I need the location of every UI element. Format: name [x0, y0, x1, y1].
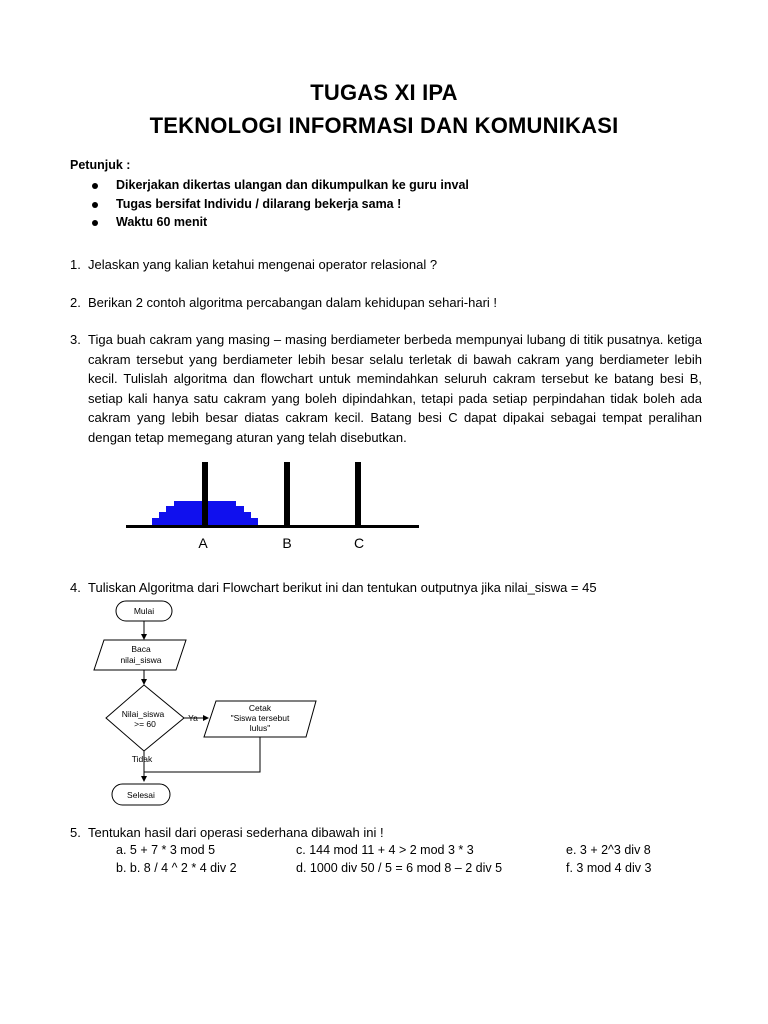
bullet-icon: [92, 202, 98, 208]
question-3: [70, 330, 702, 447]
flowchart-end-label: Selesai: [127, 790, 155, 800]
instructions-label: Petunjuk :: [70, 158, 131, 172]
operation-item: b. b. 8 / 4 ^ 2 * 4 div 2: [116, 861, 237, 875]
instruction-item: Waktu 60 menit: [92, 215, 469, 234]
question-2: [70, 293, 702, 313]
operation-item: c. 144 mod 11 + 4 > 2 mod 3 * 3: [296, 843, 474, 857]
instruction-item: Dikerjakan dikertas ulangan dan dikumpulkan ke guru inval: [92, 178, 469, 197]
instruction-item: Tugas bersifat Individu / dilarang bekerja sama !: [92, 197, 469, 216]
hanoi-label-a: A: [198, 535, 208, 551]
flowchart-decision-label: Nilai_siswa: [121, 709, 165, 719]
hanoi-peg-a: [202, 462, 208, 525]
operation-item: d. 1000 div 50 / 5 = 6 mod 8 – 2 div 5: [296, 861, 503, 875]
question-number: 3.: [70, 332, 81, 347]
question-text: Tiga buah cakram yang masing – masing berdiameter berbeda mempunyai lubang di titik pusatnya. ketiga cakram tersebut yang berdiameter lebih besar selalu terletak di bawah cakram yang berdiameter lebih kecil. Tulislah algoritma dan flowchart untuk memindahkan seluruh cakram tersebut ke batang besi B, setiap kali hanya satu cakram yang boleh dipindahkan, tetapi pada setiap perpindahan tidak boleh ada cakram yang lebih besar diatas cakram kecil. Batang besi C dapat dipakai sebagai tempat peralihan dengan tetap memegang aturan yang telah disebutkan.: [88, 332, 702, 445]
hanoi-peg-b: [284, 462, 290, 525]
flowchart: [90, 596, 330, 814]
title-subject: TEKNOLOGI INFORMASI DAN KOMUNIKASI: [149, 113, 619, 138]
flowchart-decision-label: >= 60: [134, 719, 156, 729]
flowchart-no-label: Tidak: [131, 754, 153, 764]
question-text: Tuliskan Algoritma dari Flowchart berikut ini dan tentukan outputnya jika nilai_siswa = 45: [88, 580, 597, 595]
flowchart-output-label: Cetak: [248, 703, 272, 713]
bullet-icon: [92, 183, 98, 189]
flowchart-input-label: nilai_siswa: [120, 655, 162, 665]
hanoi-base: [126, 525, 419, 528]
question-number: 4.: [70, 580, 81, 595]
flowchart-output-label: "Siswa tersebut: [230, 713, 290, 723]
hanoi-peg-c: [355, 462, 361, 525]
question-number: 2.: [70, 295, 81, 310]
question-text: Berikan 2 contoh algoritma percabangan dalam kehidupan sehari-hari !: [88, 295, 498, 310]
question-5: [70, 823, 702, 843]
title-class: TUGAS XI IPA: [310, 80, 458, 105]
bullet-icon: [92, 220, 98, 226]
question-number: 5.: [70, 825, 81, 840]
question-4: [70, 578, 702, 598]
question-1: [70, 255, 702, 275]
question-number: 1.: [70, 257, 81, 272]
flowchart-input-label: Baca: [131, 644, 151, 654]
operation-item: e. 3 + 2^3 div 8: [566, 843, 651, 857]
operations-column-3: [566, 841, 651, 877]
operation-item: a. 5 + 7 * 3 mod 5: [116, 843, 216, 857]
question-text: Tentukan hasil dari operasi sederhana dibawah ini !: [88, 825, 384, 840]
flowchart-connector: [144, 737, 260, 772]
operations-column-1: [116, 841, 237, 877]
hanoi-diagram: [120, 458, 424, 558]
operation-item: f. 3 mod 4 div 3: [566, 861, 652, 875]
hanoi-label-c: C: [353, 535, 365, 551]
flowchart-start-label: Mulai: [133, 606, 155, 616]
operations-column-2: [296, 841, 502, 877]
instructions-list: [92, 178, 469, 234]
flowchart-yes-label: Ya: [188, 713, 198, 723]
question-text: Jelaskan yang kalian ketahui mengenai operator relasional ?: [88, 257, 438, 272]
hanoi-label-b: B: [282, 535, 292, 551]
flowchart-output-label: lulus": [249, 723, 271, 733]
